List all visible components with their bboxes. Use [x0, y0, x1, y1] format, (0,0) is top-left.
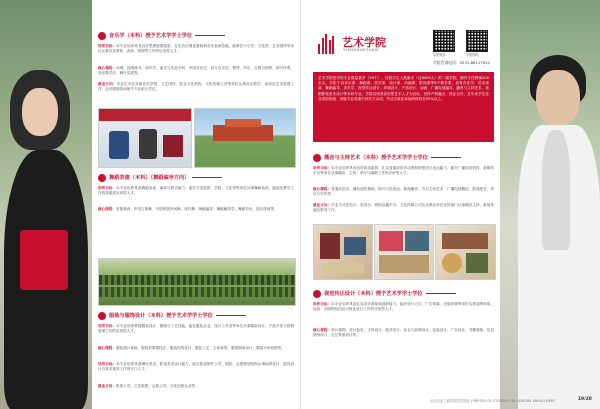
photo-artwork-2 — [374, 224, 434, 280]
section-heading-broadcast — [313, 152, 461, 163]
section-rule — [426, 293, 456, 294]
wechat-qr-code[interactable] — [433, 30, 455, 52]
dance-paragraph-1: 培养目标：本专业培养具备舞蹈表演、编导与教学能力，能在专业院团、学校、文化馆等单位从事舞蹈表演、编创及教学工作的高素质应用型人才。 — [98, 186, 295, 196]
broadcast-paragraph-3: 就业方向：毕业生可在电台、电视台、网络直播平台、文化传媒公司及企事业单位宣传部门从事播音主持、新闻采编及策划工作。 — [313, 203, 495, 213]
section-bullet-icon — [98, 312, 106, 320]
page-number: 19/20 — [578, 397, 592, 402]
dance-paragraph-2: 核心课程：芭蕾基训、中国古典舞、中国民族民间舞、现代舞、舞蹈编导、舞蹈解剖学、舞蹈史论、剧目排练等。 — [98, 207, 278, 211]
right-photo-student — [500, 0, 600, 409]
college-name: 艺术学院 — [342, 36, 386, 49]
section-rule — [216, 315, 246, 316]
broadcast-paragraph-1: 培养目标：本专业培养具有良好政治素质、扎实普通话语音功底和较强语言表达能力，能在广播电视机构、新媒体平台等单位从事播音、主持、采访与编辑工作的应用型人才。 — [313, 166, 495, 176]
section-heading-music — [98, 30, 225, 41]
website-qr-code[interactable] — [466, 30, 488, 52]
photo-artwork-1 — [313, 224, 373, 280]
section-title: 播音与主持艺术（本科）授予艺术学学士学位 — [324, 155, 428, 161]
wechat-qr-label: 学院微信 — [433, 53, 446, 57]
page-gutter — [300, 0, 301, 409]
section-title: 视觉传达设计（本科）授予艺术学学士学位 — [324, 291, 423, 297]
photo-campus-building — [194, 108, 296, 168]
photo-ceremony — [98, 108, 192, 168]
section-rule — [192, 177, 222, 178]
section-title: 舞蹈表演（本科）（舞蹈编导方向） — [109, 175, 190, 181]
intro-text: 艺术学院是学校专业数量最多（29个）、在校学生人数最多（近8000人）的二级学院，拥有专任教师200余名。学院下设音乐系、舞蹈系、美术系、设计系、动画系、影视系等6个教学系，设有音乐学、音乐表演、舞蹈编导、美术学、视觉传达设计、环境设计、产品设计、动画、广播电视编导、播音与主持艺术、戏剧影视美术设计等本科专业。学院以培养应用型艺术人才为目标，坚持产教融合、校企合作，近年来学生在各类国家级、省级专业竞赛中获奖千余项，毕业生就业率始终保持在95%以上。 — [318, 76, 489, 101]
section-bullet-icon — [98, 174, 106, 182]
section-heading-design — [313, 288, 456, 299]
college-name-pinyin: YISHUXUEYUAN — [343, 48, 379, 52]
section-title: 音乐学（本科）授予艺术学学士学位 — [109, 33, 193, 39]
fashion-paragraph-2: 核心课程：服装设计基础、服装效果图技法、服装结构设计、服装工艺、立体裁剪、服饰图案设计、服装市场营销等。 — [98, 346, 285, 350]
fashion-paragraph-1: 培养目标：本专业培养掌握服装设计、制版与工艺技能，能在服装企业、设计工作室等单位从事服装设计、产品开发与营销管理工作的应用型人才。 — [98, 324, 295, 334]
section-title: 服装与服饰设计（本科）授予艺术学学士学位 — [109, 313, 213, 319]
section-bullet-icon — [98, 32, 106, 40]
design-paragraph-2: 核心课程：设计素描、设计色彩、字体设计、版式设计、标志与品牌设计、包装设计、广告设计、书籍装帧、信息图形设计、交互界面设计等。 — [313, 328, 495, 338]
photo-artwork-3 — [435, 224, 496, 280]
film-paragraph-1: 培养目标：本专业培养具备舞台美术、影视美术设计能力，能在影视制作公司、剧院、会展策划机构从事场景设计、道具设计与美术指导工作的专门人才。 — [98, 362, 295, 372]
section-bullet-icon — [313, 154, 321, 162]
photo-student-training — [98, 258, 296, 306]
left-photo-student — [0, 0, 92, 409]
section-heading-fashion — [98, 310, 246, 321]
broadcast-paragraph-2: 核心课程：普通话语音、播音创作基础、即兴口语表达、新闻播音、节目主持艺术、广播电视概论、影视配音、采访与写作等。 — [313, 187, 495, 197]
film-paragraph-2: 就业方向：影视公司、文艺院团、会展公司、文化创意企业等。 — [98, 384, 199, 388]
footer-caption: 山东农业工程学院招生指南 | PROFILE OF STUDENTS IN GENERAL ENROLLMENT — [430, 399, 556, 403]
section-rule — [195, 35, 225, 36]
website-qr-label: 学院网站 — [466, 53, 479, 57]
music-paragraph-3: 就业方向：毕业生可在各级各类学校、文艺团体、群众文化机构、文化传媒公司等单位从事音乐教学、表演及艺术管理工作，也可继续攻读相关专业硕士学位。 — [98, 82, 295, 92]
design-paragraph-1: 培养目标：本专业培养具备扎实设计基础和创新能力，能在设计公司、广告传媒、出版印刷等单位从事品牌形象、包装、出版物及信息可视化设计工作的应用型人才。 — [313, 302, 495, 312]
music-paragraph-2: 核心课程：乐理、视唱练耳、和声学、曲式与作品分析、中国音乐史、西方音乐史、钢琴、声乐、合唱与指挥、即兴伴奏、音乐教学法、舞台实践等。 — [98, 66, 295, 76]
music-paragraph-1: 培养目标：本专业培养具有良好思想道德素质、扎实音乐理论基础和音乐表演技能，能够在中小学、文化馆、艺术团体等单位从事音乐教育、表演、管理等工作的应用型人才。 — [98, 44, 295, 54]
intro-banner — [313, 72, 494, 142]
consult-phone: 学院咨询电话：0531-88117912 — [433, 60, 490, 65]
college-logo-icon — [318, 34, 340, 54]
section-rule — [431, 157, 461, 158]
section-bullet-icon — [313, 290, 321, 298]
section-heading-dance — [98, 172, 222, 183]
